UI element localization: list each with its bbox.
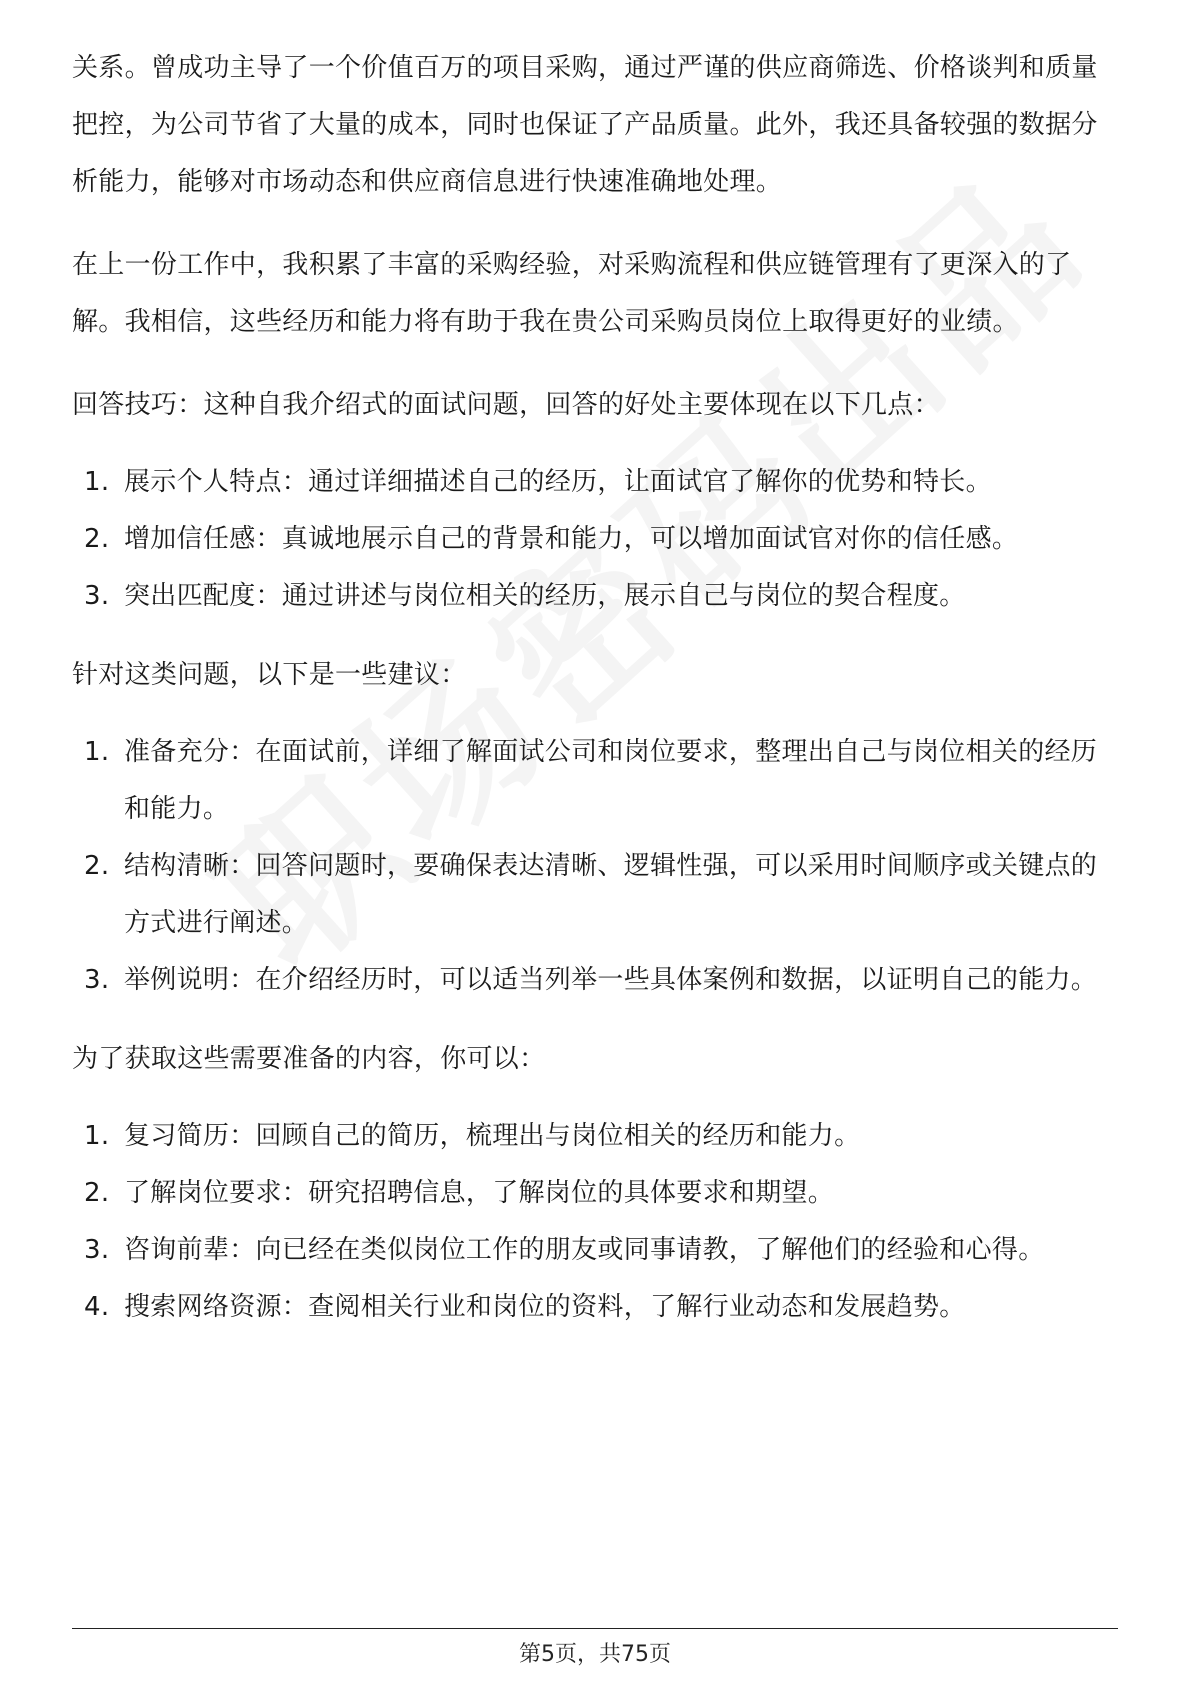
list-item: [72, 1165, 1118, 1222]
list-text: 复习简历：回顾自己的简历，梳理出与岗位相关的经历和能力。: [124, 1121, 861, 1151]
list-item: [72, 568, 1118, 625]
list-number: 1.: [84, 737, 110, 767]
list-text: 增加信任感：真诚地展示自己的背景和能力，可以增加面试官对你的信任感。: [124, 524, 1019, 554]
list-number: 2.: [84, 1178, 110, 1208]
list-number: 3.: [84, 581, 110, 611]
list-text: 突出匹配度：通过讲述与岗位相关的经历，展示自己与岗位的契合程度。: [124, 581, 966, 611]
list-text: 举例说明：在介绍经历时，可以适当列举一些具体案例和数据，以证明自己的能力。: [124, 965, 1098, 995]
list-number: 3.: [84, 965, 110, 995]
paragraph-suggestions-heading: 针对这类问题，以下是一些建议：: [72, 660, 467, 690]
footer-divider: [72, 1628, 1118, 1629]
paragraph-answer-tips: 回答技巧：这种自我介绍式的面试问题，回答的好处主要体现在以下几点：: [72, 390, 940, 420]
list-number: 2.: [84, 851, 110, 881]
list-number: 3.: [84, 1235, 110, 1265]
list-text: 结构清晰：回答问题时，要确保表达清晰、逻辑性强，可以采用时间顺序或关键点的方式进行阐述。: [124, 851, 1098, 938]
list-text: 展示个人特点：通过详细描述自己的经历，让面试官了解你的优势和特长。: [124, 467, 992, 497]
list-item: [72, 1279, 1118, 1336]
list-item: [72, 952, 1118, 1009]
list-item: [72, 724, 1118, 838]
list-item: [72, 838, 1118, 952]
list-item: [72, 511, 1118, 568]
list-text: 搜索网络资源：查阅相关行业和岗位的资料，了解行业动态和发展趋势。: [124, 1292, 966, 1322]
document-page: [72, 40, 1118, 1336]
list-number: 1.: [84, 467, 110, 497]
page-number: 第5页，共75页: [519, 1642, 671, 1667]
list-item: [72, 1222, 1118, 1279]
list-number: 4.: [84, 1292, 110, 1322]
list-number: 1.: [84, 1121, 110, 1151]
list-item: [72, 454, 1118, 511]
suggestions-list: [72, 724, 1118, 1009]
list-number: 2.: [84, 524, 110, 554]
paragraph-intro-continued: 关系。曾成功主导了一个价值百万的项目采购，通过严谨的供应商筛选、价格谈判和质量把控，为公司节省了大量的成本，同时也保证了产品质量。此外，我还具备较强的数据分析能力，能够对市场动态和供应商信息进行快速准确地处理。: [72, 53, 1098, 197]
list-text: 了解岗位要求：研究招聘信息，了解岗位的具体要求和期望。: [124, 1178, 835, 1208]
preparation-list: [72, 1108, 1118, 1336]
tips-list: [72, 454, 1118, 625]
paragraph-preparation-heading: 为了获取这些需要准备的内容，你可以：: [72, 1044, 546, 1074]
list-item: [72, 1108, 1118, 1165]
list-text: 咨询前辈：向已经在类似岗位工作的朋友或同事请教，了解他们的经验和心得。: [124, 1235, 1045, 1265]
list-text: 准备充分：在面试前，详细了解面试公司和岗位要求，整理出自己与岗位相关的经历和能力。: [124, 737, 1098, 824]
paragraph-experience: 在上一份工作中，我积累了丰富的采购经验，对采购流程和供应链管理有了更深入的了解。我相信，这些经历和能力将有助于我在贵公司采购员岗位上取得更好的业绩。: [72, 250, 1072, 337]
